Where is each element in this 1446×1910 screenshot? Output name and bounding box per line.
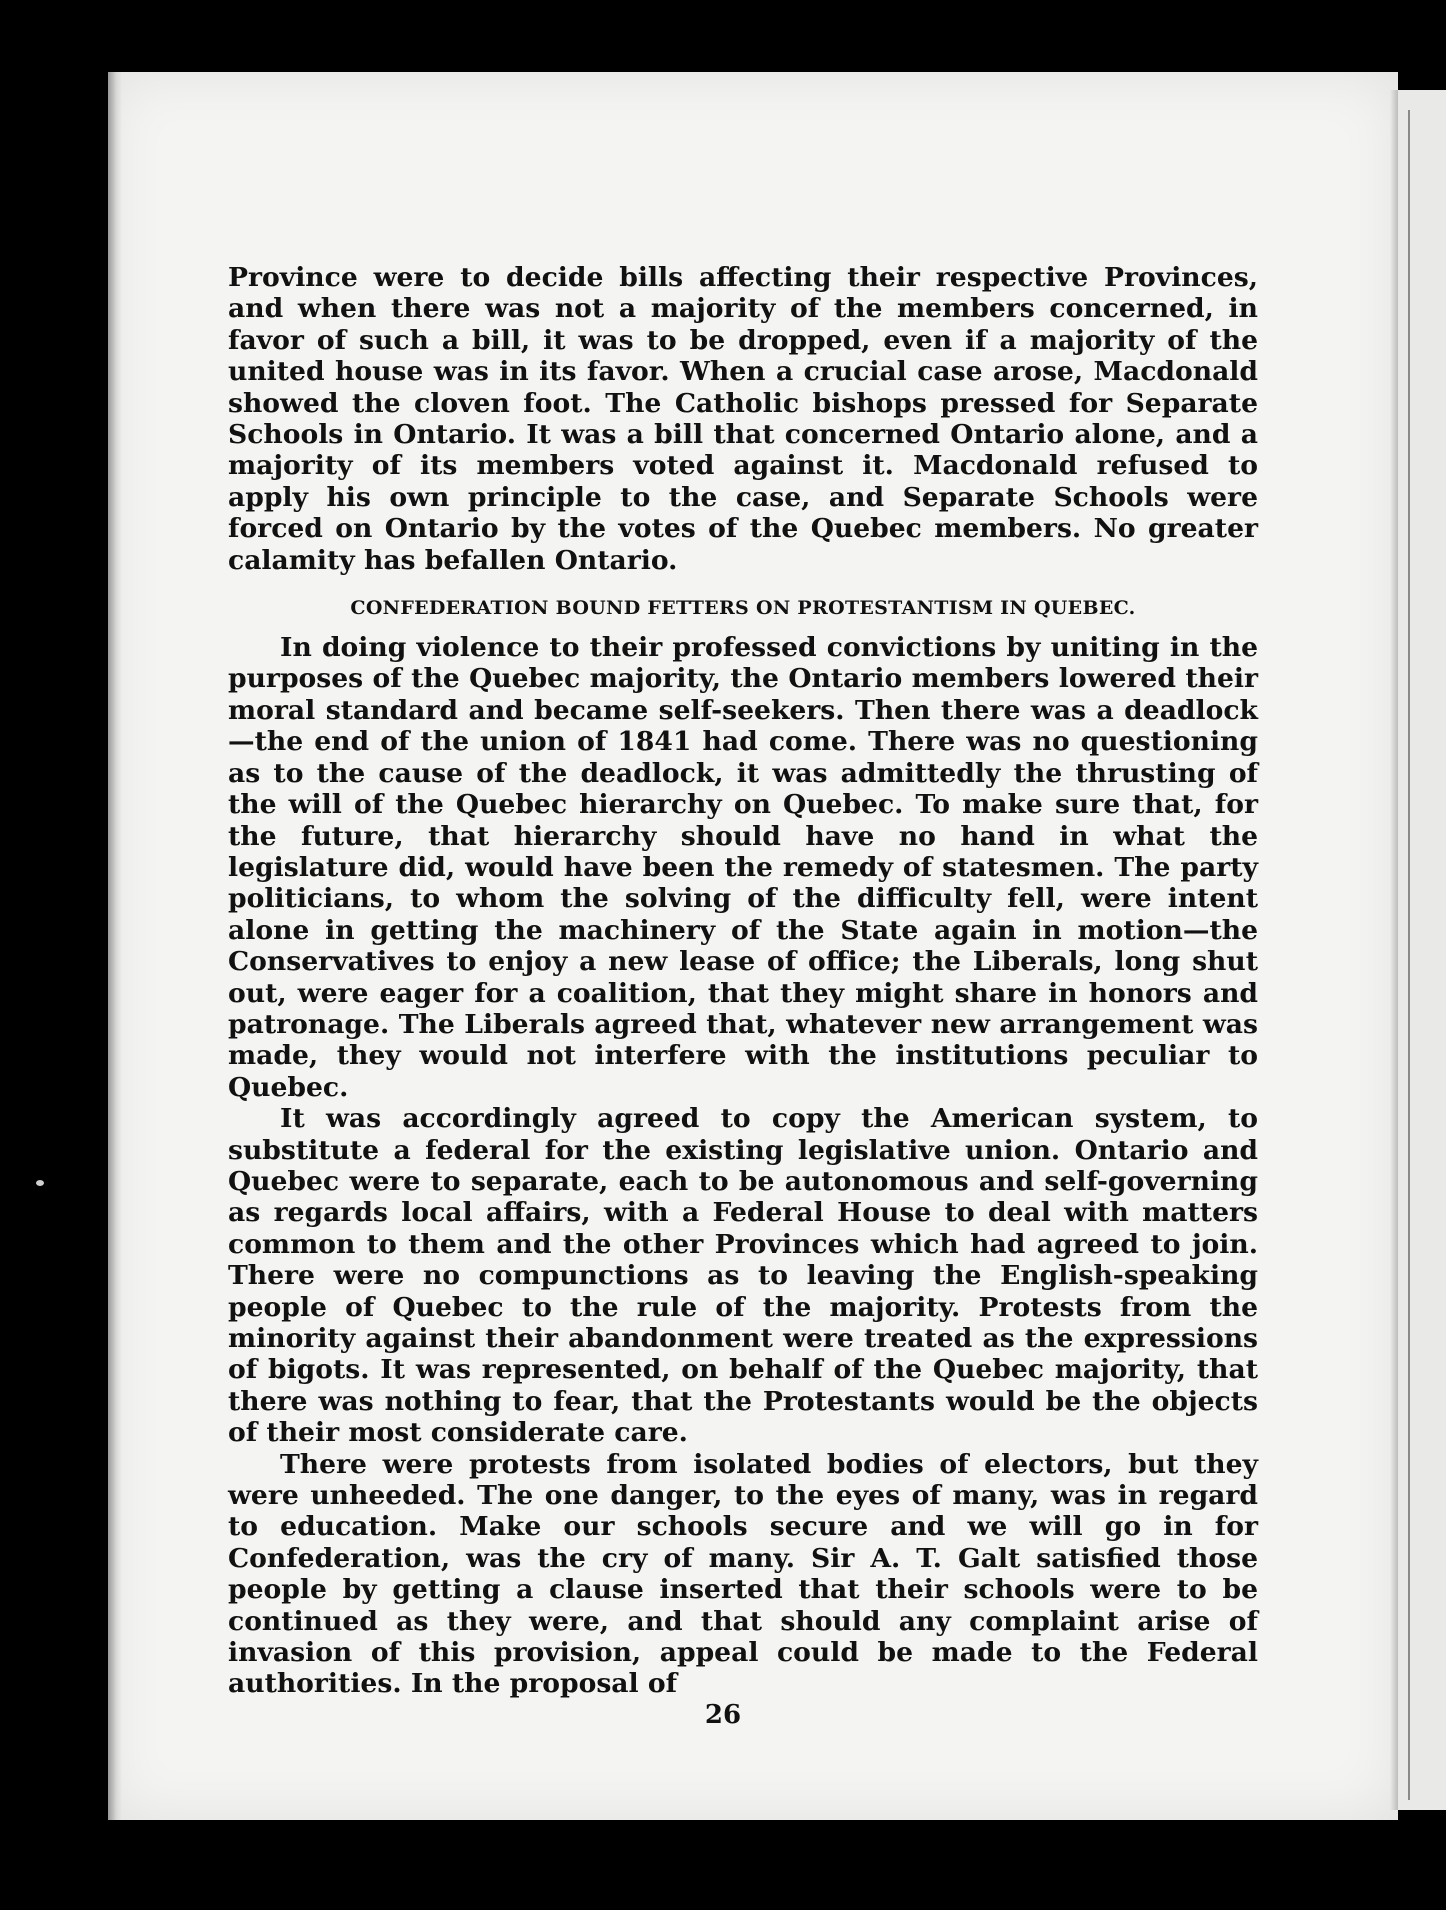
page-right-edge [1390, 90, 1398, 1810]
scan-background-bottom [108, 1820, 1446, 1910]
page-body-text [228, 262, 1258, 1700]
paragraph: There were protests from isolated bodies of electors, but they were unheeded. The one danger, to the eyes of many, was in regard to education. Make our schools secure and we will go in for Confederation, was the cry of many. Sir A. T. Galt satisfied those people by getting a clause inserted that their schools were to be continued as they were, and that should any complaint arise of invasion of this provision, appeal could be made to the Federal authorities. In the proposal of [228, 1448, 1258, 1700]
section-heading: CONFEDERATION BOUND FETTERS ON PROTESTANTISM IN QUEBEC. [350, 597, 1136, 620]
page-binding-edge [108, 72, 122, 1820]
paragraph-continued: Province were to decide bills affecting their respective Provinces, and when there was not a majority of the members concerned, in favor of such a bill, it was to be dropped, even if a majority of the united house was in its favor. When a crucial case arose, Macdonald showed the cloven foot. The Catholic bishops pressed for Separate Schools in Ontario. It was a bill that concerned Ontario alone, and a majority of its members voted against it. Macdonald refused to apply his own principle to the case, and Separate Schools were forced on Ontario by the votes of the Quebec members. No greater calamity has befallen Ontario. [228, 262, 1258, 576]
paragraph: In doing violence to their professed convictions by uniting in the purposes of the Quebec majority, the Ontario members lowered their moral standard and became self-seekers. Then there was a deadlock—the end of the union of 1841 had come. There was no questioning as to the cause of the deadlock, it was admittedly the thrusting of the will of the Quebec hierarchy on Quebec. To make sure that, for the future, that hierarchy should have no hand in what the legislature did, would have been the remedy of statesmen. The party politicians, to whom the solving of the difficulty fell, were intent alone in getting the machinery of the State again in motion—the Conservatives to enjoy a new lease of office; the Liberals, long shut out, were eager for a coalition, that they might share in honors and patronage. The Liberals agreed that, whatever new arrangement was made, they would not interfere with the institutions peculiar to Quebec. [228, 632, 1258, 1103]
facing-page-edge-line [1408, 110, 1410, 1800]
facing-page-strip [1398, 90, 1446, 1810]
page-number: 26 [704, 1700, 742, 1730]
paragraph: It was accordingly agreed to copy the American system, to substitute a federal for the existing legislative union. Ontario and Quebec were to separate, each to be autonomous and self-governing as regards local affairs, with a Federal House to deal with matters common to them and the other Provinces which had agreed to join. There were no compunctions as to leaving the English-speaking people of Quebec to the rule of the majority. Protests from the minority against their abandonment were treated as the expressions of bigots. It was represented, on behalf of the Quebec majority, that there was nothing to fear, that the Protestants would be the objects of their most considerate care. [228, 1103, 1258, 1449]
scan-speck [36, 1180, 44, 1186]
